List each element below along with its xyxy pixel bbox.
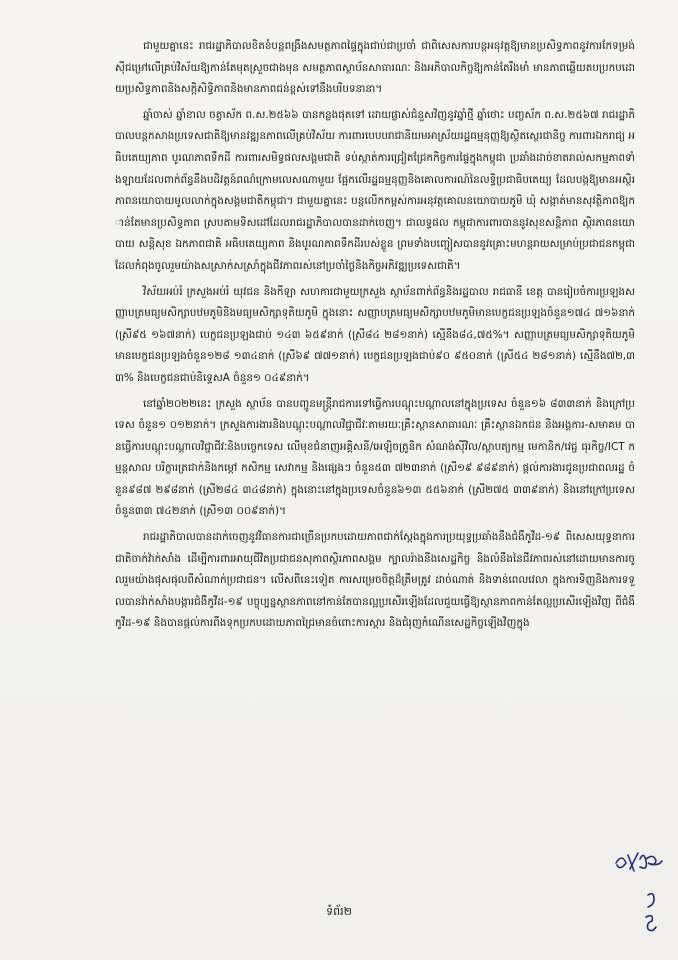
paragraph-4: នៅឆ្នាំ២០២២នេះ ក្រសួង ស្ថាប័ន បានបញ្ជូនមន្ត្រីរាជការទៅធ្វើការបណ្តុះបណ្តាលនៅក្នុងប្រទេស ចំនួន១៦ ៨៣៣នាក់ និងក្រៅប្រទេស ចំនួន១ ០១២នាក់។ ក្រសួងការងារនិងបណ្តុះបណ្តាលវិជ្ជាជីវៈតាមរយៈគ្រឹះស្ថានសាធារណៈ គ្រឹះស្ថានឯកជន និងអង្គការ-សមាគម បានធ្វើការបណ្តុះបណ្តាលវិជ្ជាជីវៈនិងបច្ចេកទេស លើមុខជំនាញអគ្គិសនី/អេឡិចត្រូនិក សំណង់ស៊ីវិល/ស្ថាបត្យកម្ម មេកានិក/វេជ្ជ ធុរកិច្ច/ICT កម្មន្តសាល បរិក្ខារត្រជាក់និងកម្តៅ កសិកម្ម សេវាកម្ម និងផ្សេងៗ ចំនួន៥៣ ៧២៣នាក់ (ស្រី១៩ ៩៨៩នាក់) ផ្តល់ការងារជូនប្រជាពលរដ្ឋ ចំនួន៩៨៧ ២៩៨នាក់ (ស្រី២៨៤ ៣៤៨នាក់) ក្នុងនោះនៅក្នុងប្រទេសចំនួន៦១៣ ៥៥៦នាក់ (ស្រី២៧៥ ៣៣៩នាក់) និងនៅក្រៅប្រទេស ចំនួន៣៣ ៧៤២នាក់ (ស្រី១៣ ០០៩នាក់)។ xyxy=(115,397,635,518)
handwritten-initials-signature xyxy=(612,825,672,945)
paragraph-2: ឆ្នាំចាស់ ឆ្នាំខាល ចត្វាស័ក ព.ស.២៥៦៦ បានកន្លងផុតទៅ ដោយផ្លាស់ជំនួសវិញនូវឆ្នាំថ្មី ឆ្នាំថោះ បញ្ចស័ក ព.ស.២៥៦៧ រាជរដ្ឋាភិបាលបន្តកសាងប្រទេសជាតិឱ្យមានវឌ្ឍនភាពលើគ្រប់វិស័យ ការពារបេបបរាជានិយមអាស្រ័យរដ្ឋធម្មនុញ្ញឱ្យស្ថិតស្ថេរជានិច្ច ការពារឯករាជ្យ អធិបតេយ្យភាព បូរណភាពទឹកដី ការពារសមិទ្ធផលសង្គមជាតិ ទប់ស្កាត់ការជ្រៀតជ្រែកកិច្ចការផ្ទៃក្នុងកម្ពុជា ប្រឆាំងដាច់ខាតរាល់សកម្មភាពទាំងឡាយដែលពាក់ព័ន្ធនឹងបដិវត្តន៍ពណ៌ក្រោមលេសណាមួយ ផ្អែកលើរដ្ឋធម្មនុញ្ញនិងគោលការណ៍នៃលទ្ធិប្រជាធិបតេយ្យ ដែលបង្កឱ្យមានអស្ថិរភាពនយោបាយមូលលាក់ក្នុងសង្គមជាតិកម្ពុជា។ ជាមួយគ្នានេះ បន្តលើកកម្ពស់ការអនុវត្តគោលនយោបាយភូមិ ឃុំ សង្កាត់មានសុវត្ថិភាពឱ្យកាន់តែមានប្រសិទ្ធភាព ស្របតាមទិសដៅដែលរាជរដ្ឋាភិបាលបានដាក់ចេញ។ ជាលទ្ធផល កម្ពុជាការពារបាននូវសុខសន្តិភាព ស្ថិរភាពនយោបាយ សន្តិសុខ ឯកភាពជាតិ អធិបតេយ្យភាព និងបូរណភាពទឹកដីរបស់ខ្លួន ព្រមទាំងបញ្ចៀសបាននូវគ្រោះមហន្តរាយសម្រាប់ប្រជាជនកម្ពុជា ដែលកំពុងចូលរួមយ៉ាងសស្រាក់សស្រាំក្នុងជីវភាពរស់នៅប្រចាំថ្ងៃនិងកិច្ចអភិវឌ្ឍប្រទេសជាតិ។ xyxy=(115,108,635,272)
paragraph-1: ជាមួយគ្នានេះ រាជរដ្ឋាភិបាលខិតខំបន្តពង្រឹងសមត្ថភាពផ្ទៃក្នុងជាប់ជាប្រចាំ ជាពិសេសការបន្តអនុវត្តឱ្យមានប្រសិទ្ធភាពនូវការកែទម្រង់ស៊ីជម្រៅលើគ្រប់វិស័យឱ្យកាន់តែមុតស្រួចជាងមុន សមត្ថភាពស្ថាប័នសាធារណៈ និងអភិបាលកិច្ចឱ្យកាន់តែរឹងមាំ មានភាពឆ្លើយតបប្រកបដោយប្រសិទ្ធភាពនិងសក្តិសិទ្ធិភាពនិងមានភាពជន់ខ្ពស់ទៅនឹងបរិបទនានា។ xyxy=(115,40,635,96)
paragraph-3: វិស័យអប់រំ ក្រសួងអប់រំ យុវជន និងកីឡា សហការជាមួយក្រសួង ស្ថាប័នពាក់ព័ន្ធនិងរដ្ឋបាល រាជធានី ខេត្ត បានរៀបចំការប្រឡងសញ្ញាបត្រមធ្យមសិក្សាបឋមភូមិនិងមធ្យមសិក្សាទុតិយភូមិ ក្នុងនោះ សញ្ញាបត្រមធ្យមសិក្សាបឋមភូមិមានបេក្ខជនប្រឡងចំនួន១៧៤ ៧១៦នាក់ (ស្រី៩៥ ១៦៧នាក់) បេក្ខជនប្រឡងជាប់ ១៤៣ ៦៥៩នាក់ (ស្រី៨៤ ២៨១នាក់) ស្មើនឹង៨៤,៧៥%។ សញ្ញាបត្រមធ្យមសិក្សាទុតិយភូមិ មានបេក្ខជនប្រឡងចំនួន១២៨ ១៣៤នាក់ (ស្រី៦៩ ៧៧១នាក់) បេក្ខជនប្រឡងជាប់៩០ ៩៥០នាក់ (ស្រី៥៤ ២៨១នាក់) ស្មើនឹង៧២,៣៣% និងបេក្ខជនជាប់និទ្ទេសA ចំនួន១ ០៤៩នាក់។ xyxy=(115,285,635,384)
document-body xyxy=(115,36,635,639)
page-number: ទំព័រ២ xyxy=(326,905,352,918)
paragraph-5: រាជរដ្ឋាភិបាលបានដាក់ចេញនូវវិធានការជាច្រើនប្រកបដោយភាពជាក់ស្តែងក្នុងការប្រយុទ្ធប្រឆាំងនឹងជំងឺកូវីដ-១៩ ពិសេសយុទ្ធនាការជាតិចាក់វ៉ាក់សាំង ដើម្បីការពារអាយុជីវិតប្រជាជនសុភាពស្ថិរភាពសង្គម ក្បាលរ៉ាងនីងសេដ្ឋកិច្ច និងលំនឹងនៃជីវភាពរស់នៅដោយមានការចូលរួមយ៉ាងផុសផុលពីសំណាក់ប្រជាជន។ លើសពីនេះទៀត ការសម្រេចចិត្តដ៏ត្រឹមត្រូវ ដាច់ណាត់ និងទាន់ពេលវេលា ក្នុងការទិញនិងការទទួលបានវ៉ាក់សាំងបង្ការជំងឺកូវីដ-១៩ បច្ចុប្បន្នស្ថានភាពនៅកាន់តែបានល្អប្រសើរឡើងដែលជួយធ្វើឱ្យស្ថានភាពកាន់តែល្អប្រសើរឡើងវិញ ពីជំងឺកូវីដ-១៩ និងបានផ្តល់ការពឹងទុកប្រកបដោយភាពជ្រៃមានចំពោះការស្តារ និងជំរុញកំណើនសេដ្ឋកិច្ចឡើងវិញក្នុង xyxy=(115,531,635,630)
